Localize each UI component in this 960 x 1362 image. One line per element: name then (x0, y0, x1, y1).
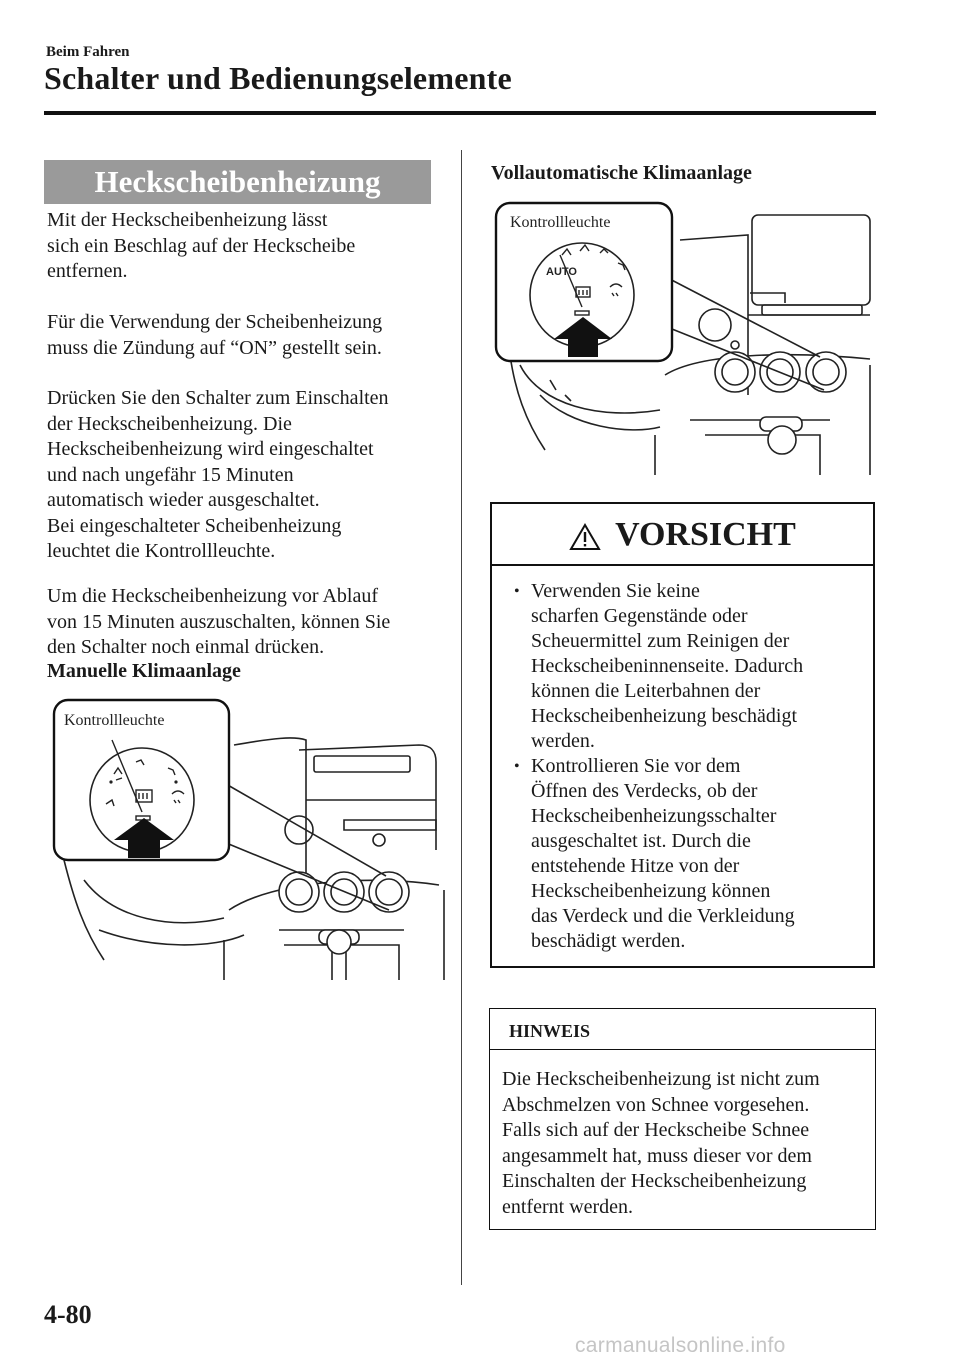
column-divider (461, 150, 462, 1285)
page-number: 4-80 (44, 1300, 92, 1329)
intro-paragraph: Mit der Heckscheibenheizung lässt sich ein Beschlag auf der Heckscheibe entfernen. (47, 209, 356, 282)
note-box (489, 1008, 876, 1230)
auto-ac-illustration (490, 195, 880, 485)
header-rule (44, 111, 876, 115)
caution-list (510, 579, 860, 954)
warning-triangle-icon (569, 523, 601, 551)
section-heading: Heckscheibenheizung (44, 160, 431, 204)
switch-off-paragraph: Um die Heckscheibenheizung vor Ablauf von 15 Minuten auszuschalten, können Sie den Schalter noch einmal drücken. (47, 585, 391, 658)
section-label: Beim Fahren (46, 44, 130, 60)
auto-ac-subheading: Vollautomatische Klimaanlage (491, 162, 752, 184)
watermark: carmanualsonline.info (575, 1334, 786, 1357)
operation-paragraph: Drücken Sie den Schalter zum Einschalten der Heckscheibenheizung. Die Heckscheibenheizung wird eingeschaltet und nach ungefähr 15 Minuten automatisch wieder ausgeschaltet. Bei eingeschalteter Scheibenheizung leuchtet die Kontrollleuchte. (47, 387, 389, 562)
manual-ac-subheading: Manuelle Klimaanlage (47, 660, 241, 682)
caution-title: VORSICHT (615, 516, 796, 553)
auto-indicator-label: Kontrollleuchte (510, 214, 611, 231)
note-header: HINWEIS (490, 1009, 875, 1050)
caution-item: • Verwenden Sie keine scharfen Gegenstände oder Scheuermittel zum Reinigen der Heckscheibeninnenseite. Dadurch können die Leiterbahnen der Heckscheibenheizung beschädigt werden. (510, 579, 860, 754)
manual-ac-illustration (44, 690, 454, 985)
manual-indicator-label: Kontrollleuchte (64, 712, 165, 729)
auto-badge: AUTO (546, 266, 577, 278)
caution-header (492, 504, 873, 566)
chapter-title: Schalter und Bedienungselemente (44, 60, 512, 96)
ignition-paragraph: Für die Verwendung der Scheibenheizung muss die Zündung auf “ON” gestellt sein. (47, 311, 383, 359)
note-text: Die Heckscheibenheizung ist nicht zum Abschmelzen von Schnee vorgesehen. Falls sich auf der Heckscheibe Schnee angesammelt hat, muss dieser vor dem Einschalten der Heckscheibenheizung entfernt werden. (502, 1068, 820, 1218)
caution-item: • Kontrollieren Sie vor dem Öffnen des Verdecks, ob der Heckscheibenheizungsschalter ausgeschaltet ist. Durch die entstehende Hitze von der Heckscheibenheizung können das Verdeck und die Verkleidung beschädigt werden. (510, 754, 860, 954)
caution-box (490, 502, 875, 968)
